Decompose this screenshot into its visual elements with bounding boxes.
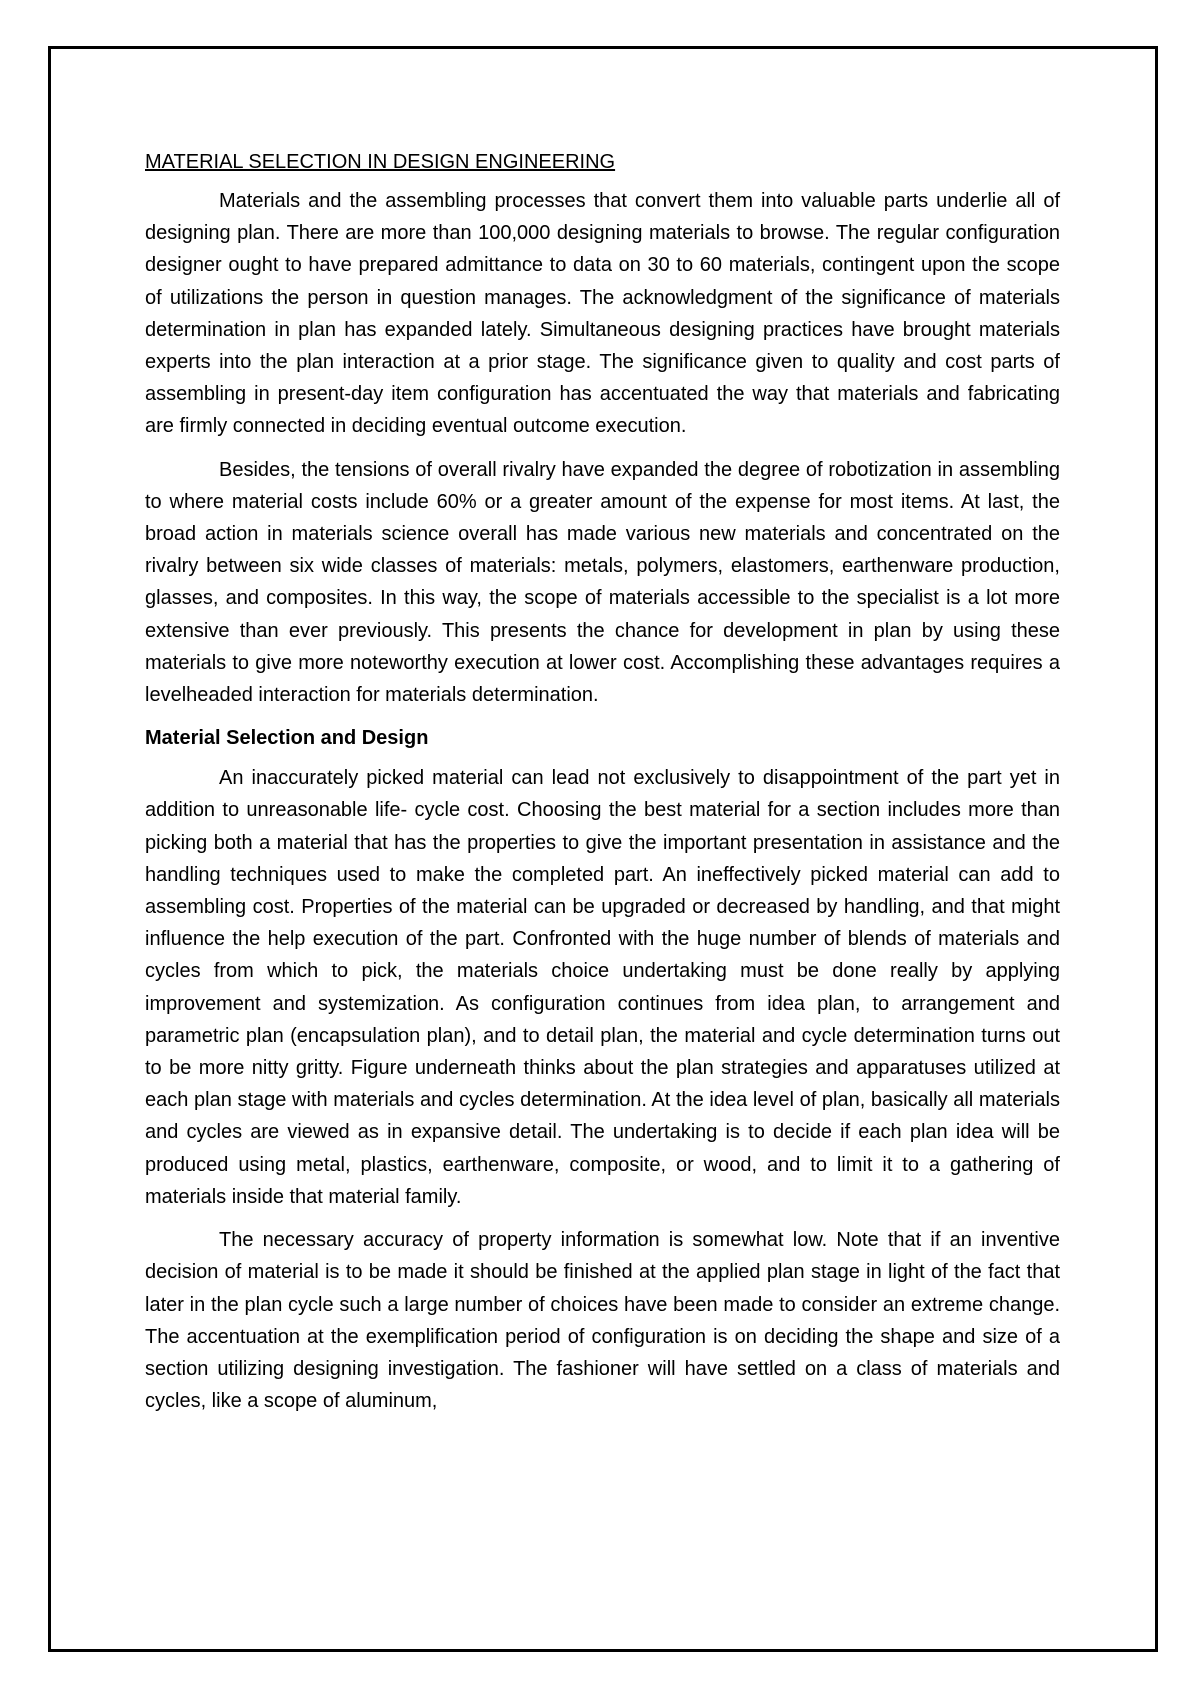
paragraph-accuracy: The necessary accuracy of property information is somewhat low. Note that if an inventive decision of material is to be made it should be finished at the applied plan stage in light of the fact that later in the plan cycle such a large number of choices have been made to consider an extreme change. The accentuation at the exemplification period of configuration is on deciding the shape and size of a section utilizing designing investigation. The fashioner will have settled on a class of materials and cycles, like a scope of aluminum, <box>145 1229 1060 1413</box>
section-heading: Material Selection and Design <box>145 727 429 750</box>
document-title: MATERIAL SELECTION IN DESIGN ENGINEERING <box>145 151 616 173</box>
paragraph-selection: An inaccurately picked material can lead not exclusively to disappointment of the part yet in addition to unreasonable life- cycle cost. Choosing the best material for a section includes more than picking both a material that has the properties to give the important presentation in assistance and the handling techniques used to make the completed part. An ineffectively picked material can add to assembling cost. Properties of the material can be upgraded or decreased by handling, and that might influence the help execution of the part. Confronted with the huge number of blends of materials and cycles from which to pick, the materials choice undertaking must be done really by applying improvement and systemization. As configuration continues from idea plan, to arrangement and parametric plan (encapsulation plan), and to detail plan, the material and cycle determination turns out to be more nitty gritty. Figure underneath thinks about the plan strategies and apparatuses utilized at each plan stage with materials and cycles determination. At the idea level of plan, basically all materials and cycles are viewed as in expansive detail. The undertaking is to decide if each plan idea will be produced using metal, plastics, earthenware, composite, or wood, and to limit it to a gathering of materials inside that material family. <box>145 767 1060 1208</box>
paragraph-intro: Materials and the assembling processes that convert them into valuable parts underlie all of designing plan. There are more than 100,000 designing materials to browse. The regular configuration designer ought to have prepared admittance to data on 30 to 60 materials, contingent upon the scope of utilizations the person in question manages. The acknowledgment of the significance of materials determination in plan has expanded lately. Simultaneous designing practices have brought materials experts into the plan interaction at a prior stage. The significance given to quality and cost parts of assembling in present-day item configuration has accentuated the way that materials and fabricating are firmly connected in deciding eventual outcome execution. <box>145 190 1060 438</box>
document-body <box>145 146 1060 1428</box>
paragraph-rivalry: Besides, the tensions of overall rivalry have expanded the degree of robotization in assembling to where material costs include 60% or a greater amount of the expense for most items. At last, the broad action in materials science overall has made various new materials and concentrated on the rivalry between six wide classes of materials: metals, polymers, elastomers, earthenware production, glasses, and composites. In this way, the scope of materials accessible to the specialist is a lot more extensive than ever previously. This presents the chance for development in plan by using these materials to give more noteworthy execution at lower cost. Accomplishing these advantages requires a levelheaded interaction for materials determination. <box>145 458 1060 707</box>
